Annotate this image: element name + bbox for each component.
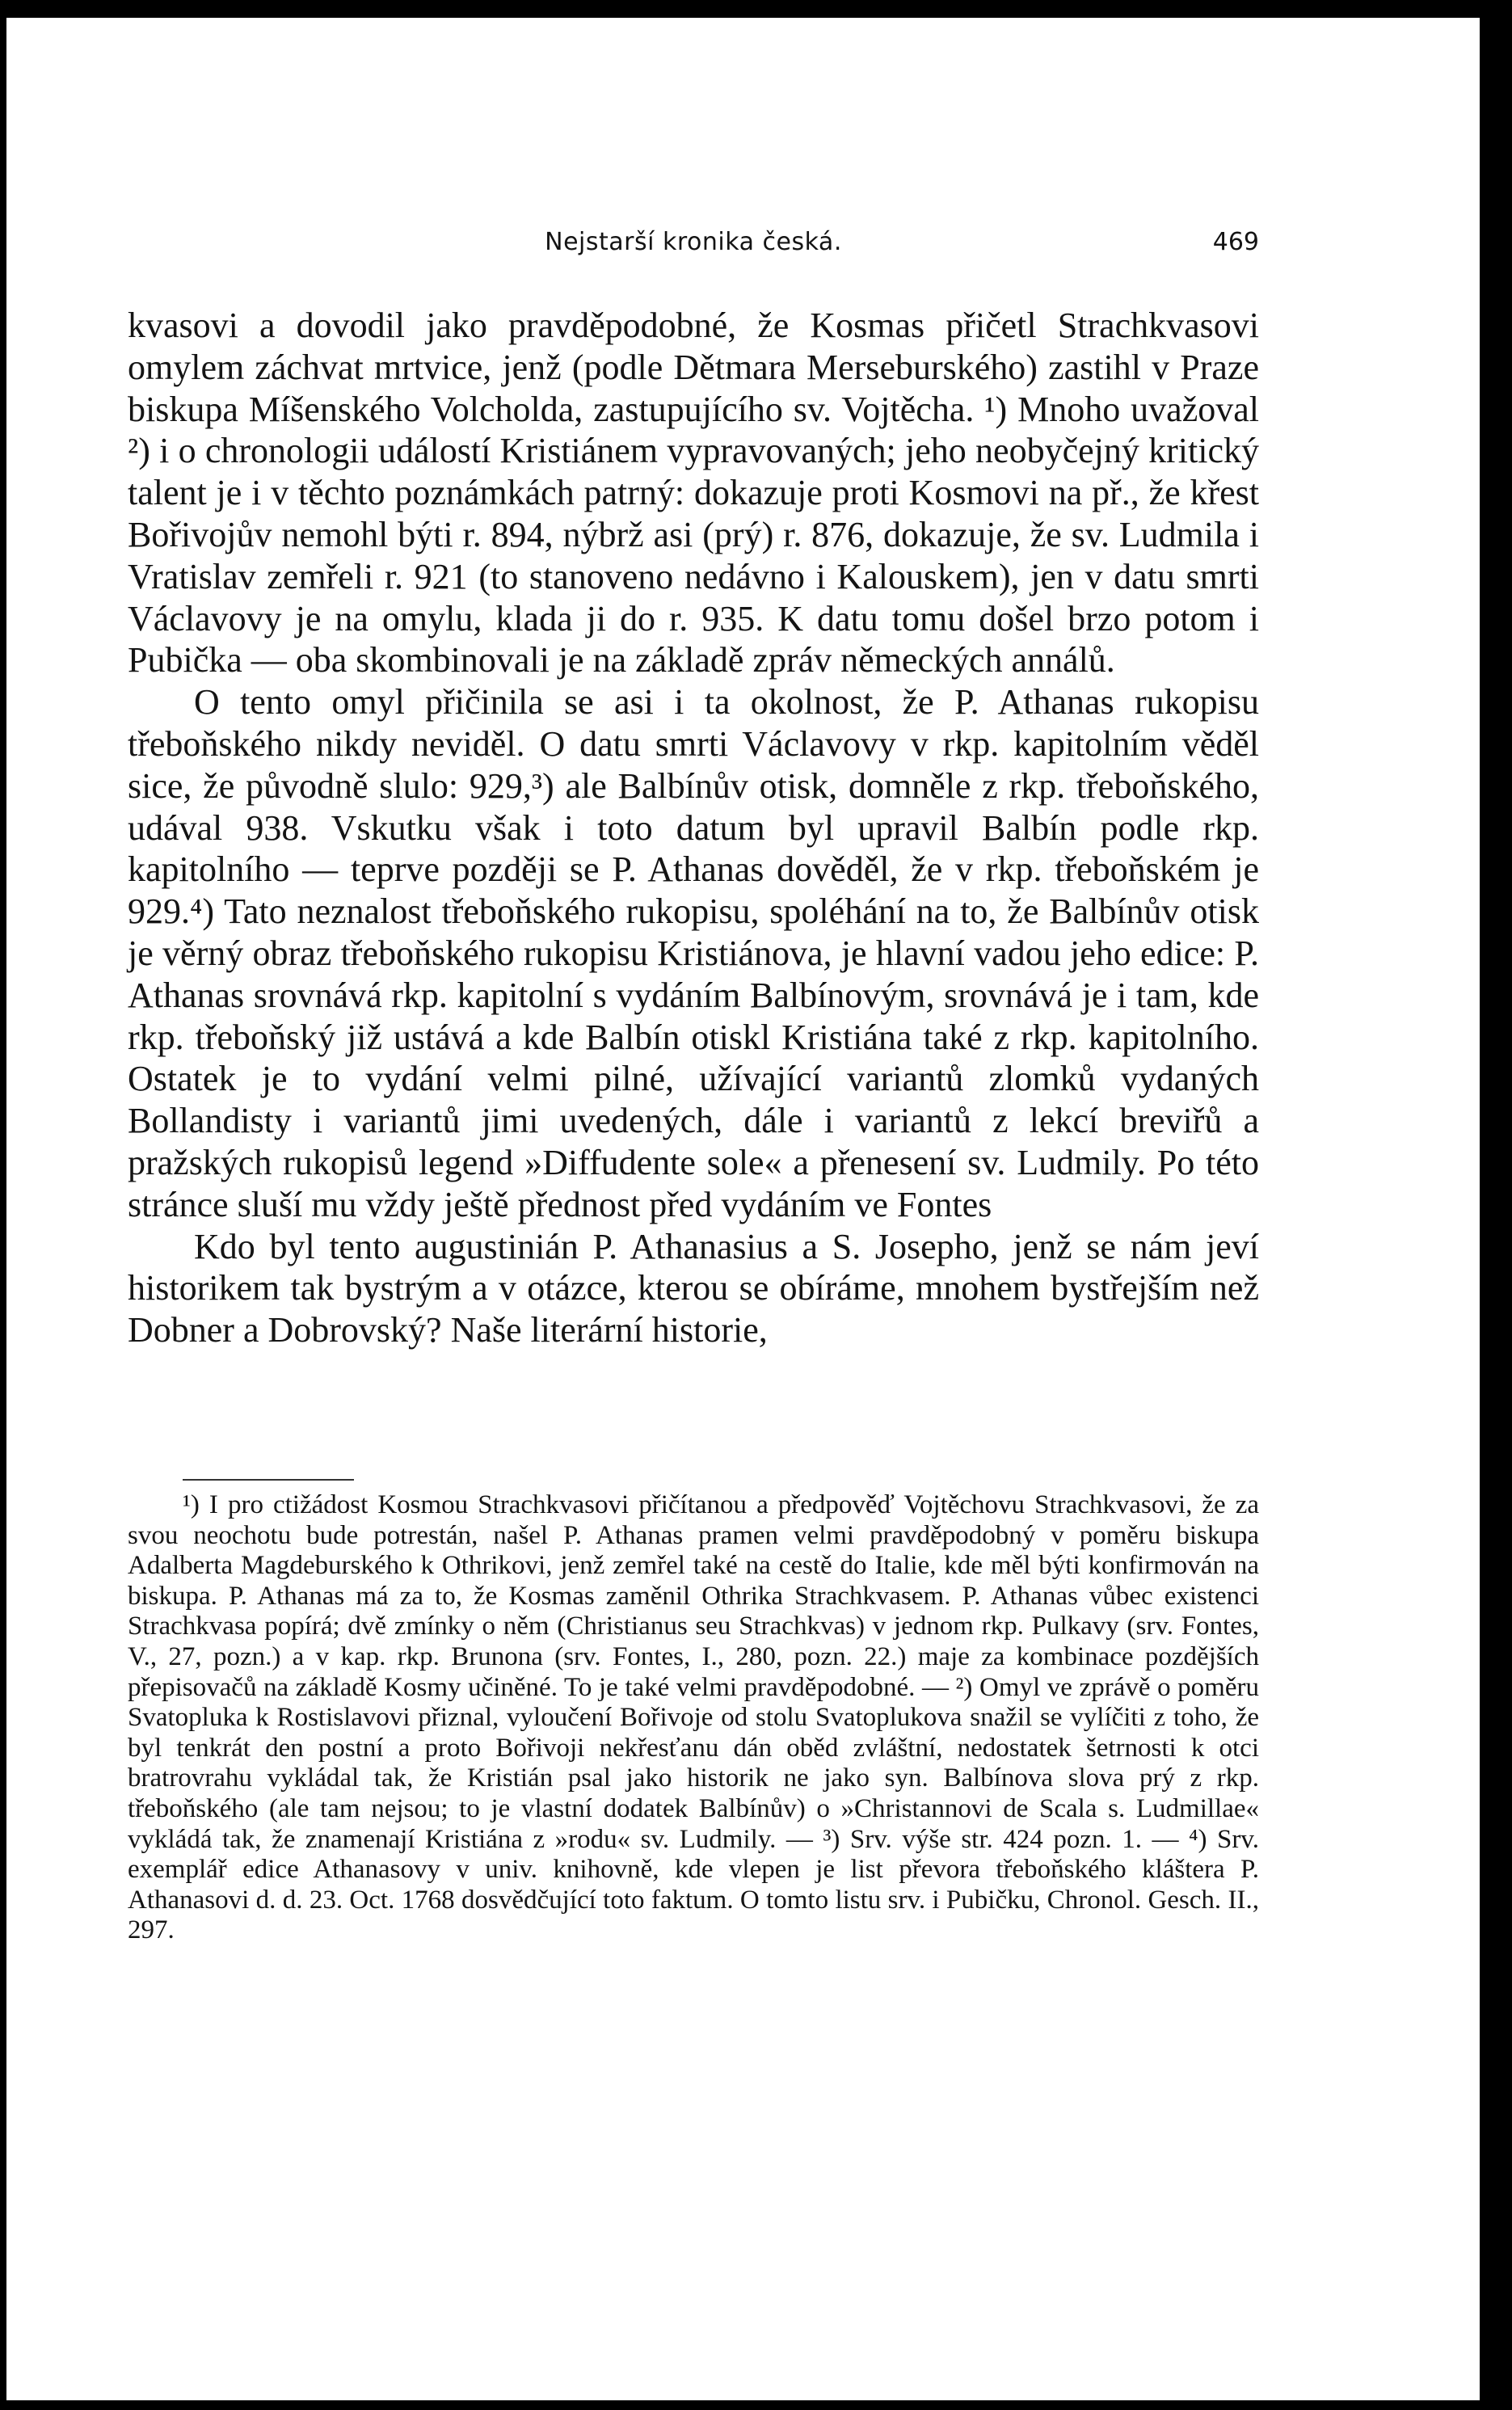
footnote-separator <box>183 1479 354 1481</box>
paragraph-2: O tento omyl přičinila se asi i ta okolnost, že P. Athanas rukopisu třeboňského nikdy neviděl. O datu smrti Václavovy v rkp. kapitolním věděl sice, že původně slulo: 929,³) ale Balbínův otisk, domněle z rkp. třeboňského, udával 938. Vskutku však i toto datum byl upravil Balbín podle rkp. kapitolního — teprve později se P. Athanas dověděl, že v rkp. třeboňském je 929.⁴) Tato neznalost třeboňského rukopisu, spoléhání na to, že Balbínův otisk je věrný obraz třeboňského rukopisu Kristiánova, je hlavní vadou jeho edice: P. Athanas srovnává rkp. kapitolní s vydáním Balbínovým, srovnává je i tam, kde rkp. třeboňský již ustává a kde Balbín otiskl Kristiána také z rkp. kapitolního. Ostatek je to vydání velmi pilné, užívající variantů zlomků vydaných Bollandisty i variantů jimi uvedených, dále i variantů z lekcí breviřů a pražských rukopisů legend »Diffudente sole« a přenesení sv. Ludmily. Po této stránce sluší mu vždy ještě přednost před vydáním ve Fontes <box>128 682 1259 1224</box>
running-title: Nejstarší kronika česká. <box>545 228 842 256</box>
footnote-text: ¹) I pro ctižádost Kosmou Strachkvasovi přičítanou a předpověď Vojtěchovu Strachkvasovi, že za svou neochotu bude potrestán, našel P. Athanas pramen velmi pravděpodobný v poměru biskupa Adalberta Magdeburského k Othrikovi, jenž zemřel také na cestě do Italie, kde měl býti konfirmován na biskupa. P. Athanas má za to, že Kosmas zaměnil Othrika Strachkvasem. P. Athanas vůbec existenci Strachkvasa popírá; dvě zmínky o něm (Christianus seu Strachkvas) v jednom rkp. Pulkavy (srv. Fontes, V., 27, pozn.) a v kap. rkp. Brunona (srv. Fontes, I., 280, pozn. 22.) maje za kombinace pozdějších přepisovačů na základě Kosmy učiněné. To je také velmi pravděpodobné. — ²) Omyl ve zprávě o poměru Svatopluka k Rostislavovi přiznal, vyloučení Bořivoje od stolu Svatoplukova snažil se vylíčiti z toho, že byl tenkrát den postní a proto Bořivoji nekřesťanu dán oběd zvláštní, nedostatek šetrnosti k otci bratrovrahu vykládal tak, že Kristián psal jako historik ne jako syn. Balbínova slova prý z rkp. třeboňského (ale tam nejsou; to je vlastní dodatek Balbínův) o »Christannovi de Scala s. Ludmillae« vykládá tak, že znamenají Kristiána z »rodu« sv. Ludmily. — ³) Srv. výše str. 424 pozn. 1. — ⁴) Srv. exemplář edice Athanasovy v univ. knihovně, kde vlepen je list převora třeboňského kláštera P. Athanasovi d. d. 23. Oct. 1768 dosvědčující toto faktum. O tomto listu srv. i Pubičku, Chronol. Gesch. II., 297. <box>128 1490 1259 1945</box>
page-header <box>128 228 1259 268</box>
footnotes <box>128 1490 1259 1946</box>
paragraph-1: kvasovi a dovodil jako pravděpodobné, že Kosmas přičetl Strachkvasovi omylem záchvat mrtvice, jenž (podle Dětmara Merseburského) zastihl v Praze biskupa Míšenského Volcholda, zastupujícího sv. Vojtěcha. ¹) Mnoho uvažoval ²) i o chronologii událostí Kristiánem vypravovaných; jeho neobyčejný kritický talent je i v těchto poznámkách patrný: dokazuje proti Kosmovi na př., že křest Bořivojův nemohl býti r. 894, nýbrž asi (prý) r. 876, dokazuje, že sv. Ludmila i Vratislav zemřeli r. 921 (to stanoveno nedávno i Kalouskem), jen v datu smrti Václavovy je na omylu, klada ji do r. 935. K datu tomu došel brzo potom i Pubička — oba skombinovali je na základě zpráv německých annálů. <box>128 305 1259 680</box>
page-number: 469 <box>1212 228 1259 256</box>
main-text <box>128 305 1259 1351</box>
book-page <box>6 18 1480 2400</box>
paragraph-3: Kdo byl tento augustinián P. Athanasius a S. Josepho, jenž se nám jeví historikem tak bystrým a v otázce, kterou se obíráme, mnohem bystřejším než Dobner a Dobrovský? Naše literární historie, <box>128 1226 1259 1350</box>
